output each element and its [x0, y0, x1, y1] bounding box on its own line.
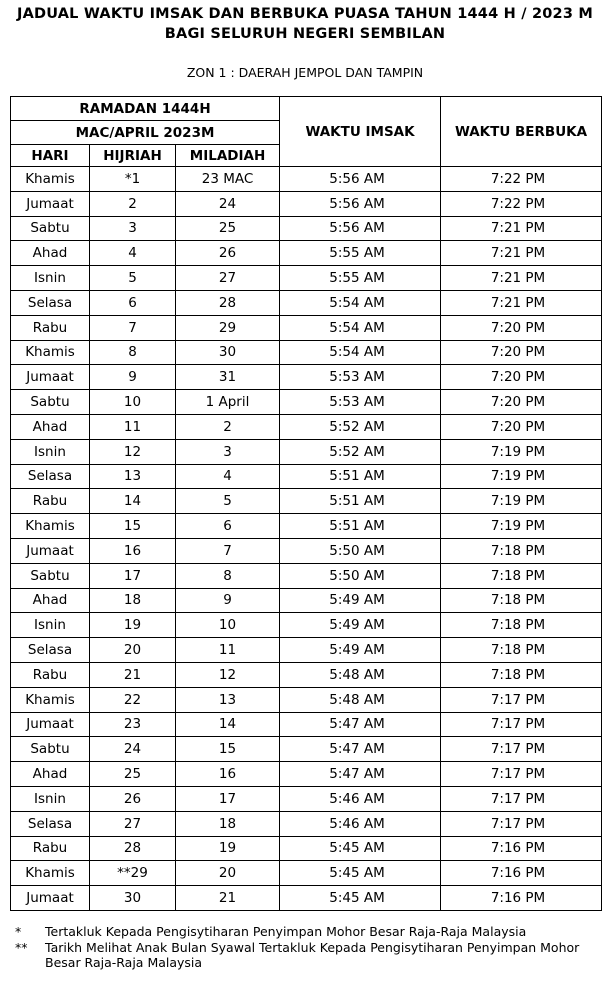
cell-hari: Sabtu — [11, 737, 90, 762]
cell-hari: Jumaat — [11, 886, 90, 911]
zone-label: ZON 1 : DAERAH JEMPOL DAN TAMPIN — [186, 65, 424, 80]
footnote-text: Tertakluk Kepada Pengisytiharan Penyimpan Mohor Besar Raja-Raja Malaysia — [45, 924, 527, 939]
table-row — [11, 464, 602, 489]
cell-waktu-berbuka: 7:18 PM — [441, 662, 602, 687]
footnote — [15, 940, 600, 971]
cell-miladiah: 4 — [176, 464, 280, 489]
cell-waktu-berbuka: 7:19 PM — [441, 489, 602, 514]
cell-waktu-imsak: 5:56 AM — [280, 191, 441, 216]
table-row — [11, 489, 602, 514]
cell-waktu-berbuka: 7:20 PM — [441, 340, 602, 365]
cell-waktu-imsak: 5:53 AM — [280, 365, 441, 390]
cell-miladiah: 6 — [176, 514, 280, 539]
cell-waktu-berbuka: 7:17 PM — [441, 786, 602, 811]
cell-waktu-berbuka: 7:20 PM — [441, 365, 602, 390]
cell-waktu-imsak: 5:56 AM — [280, 167, 441, 192]
cell-miladiah: 26 — [176, 241, 280, 266]
cell-hari: Ahad — [11, 588, 90, 613]
cell-waktu-berbuka: 7:21 PM — [441, 290, 602, 315]
header-waktu-berbuka: WAKTU BERBUKA — [441, 97, 602, 167]
footnote — [15, 924, 600, 940]
cell-hijriah: 15 — [90, 514, 176, 539]
table-row — [11, 167, 602, 192]
cell-hari: Jumaat — [11, 191, 90, 216]
footnote-mark: ** — [15, 939, 28, 955]
cell-waktu-imsak: 5:47 AM — [280, 737, 441, 762]
table-body — [11, 167, 602, 911]
cell-hari: Rabu — [11, 489, 90, 514]
table-row — [11, 662, 602, 687]
cell-waktu-imsak: 5:48 AM — [280, 662, 441, 687]
cell-hari: Isnin — [11, 266, 90, 291]
cell-miladiah: 20 — [176, 861, 280, 886]
table-row — [11, 340, 602, 365]
cell-miladiah: 25 — [176, 216, 280, 241]
table-row — [11, 886, 602, 911]
cell-hari: Sabtu — [11, 216, 90, 241]
cell-waktu-imsak: 5:51 AM — [280, 464, 441, 489]
page-subtitle: BAGI SELURUH NEGERI SEMBILAN — [164, 26, 446, 42]
cell-waktu-berbuka: 7:17 PM — [441, 737, 602, 762]
cell-hijriah: *1 — [90, 167, 176, 192]
cell-hari: Rabu — [11, 662, 90, 687]
cell-hari: Selasa — [11, 811, 90, 836]
cell-hijriah: 26 — [90, 786, 176, 811]
cell-hari: Rabu — [11, 836, 90, 861]
footnotes — [15, 924, 600, 971]
cell-hari: Jumaat — [11, 365, 90, 390]
table-row — [11, 588, 602, 613]
table-row — [11, 538, 602, 563]
cell-waktu-berbuka: 7:16 PM — [441, 836, 602, 861]
cell-waktu-berbuka: 7:21 PM — [441, 216, 602, 241]
page-title: JADUAL WAKTU IMSAK DAN BERBUKA PUASA TAHUN 1444 H / 2023 M — [16, 6, 593, 22]
cell-hijriah: 13 — [90, 464, 176, 489]
table-row — [11, 390, 602, 415]
cell-miladiah: 24 — [176, 191, 280, 216]
cell-waktu-berbuka: 7:17 PM — [441, 712, 602, 737]
cell-waktu-berbuka: 7:16 PM — [441, 886, 602, 911]
cell-waktu-imsak: 5:52 AM — [280, 414, 441, 439]
table-row — [11, 762, 602, 787]
cell-miladiah: 8 — [176, 563, 280, 588]
cell-hijriah: 14 — [90, 489, 176, 514]
cell-waktu-imsak: 5:49 AM — [280, 588, 441, 613]
table-row — [11, 836, 602, 861]
cell-waktu-berbuka: 7:20 PM — [441, 390, 602, 415]
cell-miladiah: 3 — [176, 439, 280, 464]
cell-miladiah: 27 — [176, 266, 280, 291]
cell-waktu-berbuka: 7:21 PM — [441, 241, 602, 266]
cell-waktu-imsak: 5:53 AM — [280, 390, 441, 415]
cell-hari: Rabu — [11, 315, 90, 340]
header-hijriah: HIJRIAH — [90, 145, 176, 167]
cell-waktu-berbuka: 7:18 PM — [441, 588, 602, 613]
cell-waktu-berbuka: 7:18 PM — [441, 613, 602, 638]
table-row — [11, 861, 602, 886]
cell-waktu-imsak: 5:46 AM — [280, 811, 441, 836]
table-row — [11, 290, 602, 315]
cell-hari: Jumaat — [11, 538, 90, 563]
cell-waktu-imsak: 5:52 AM — [280, 439, 441, 464]
cell-waktu-berbuka: 7:17 PM — [441, 687, 602, 712]
cell-hari: Sabtu — [11, 390, 90, 415]
table-row — [11, 365, 602, 390]
table-row — [11, 315, 602, 340]
table-row — [11, 216, 602, 241]
cell-waktu-berbuka: 7:19 PM — [441, 514, 602, 539]
cell-hari: Khamis — [11, 687, 90, 712]
cell-miladiah: 2 — [176, 414, 280, 439]
cell-waktu-berbuka: 7:20 PM — [441, 315, 602, 340]
cell-hijriah: 12 — [90, 439, 176, 464]
cell-hijriah: 9 — [90, 365, 176, 390]
cell-waktu-berbuka: 7:21 PM — [441, 266, 602, 291]
cell-miladiah: 13 — [176, 687, 280, 712]
cell-hari: Selasa — [11, 464, 90, 489]
table-row — [11, 414, 602, 439]
cell-waktu-imsak: 5:51 AM — [280, 489, 441, 514]
cell-hijriah: 22 — [90, 687, 176, 712]
cell-miladiah: 9 — [176, 588, 280, 613]
cell-hijriah: 3 — [90, 216, 176, 241]
cell-miladiah: 5 — [176, 489, 280, 514]
cell-hari: Selasa — [11, 290, 90, 315]
header-waktu-imsak: WAKTU IMSAK — [280, 97, 441, 167]
cell-hijriah: 11 — [90, 414, 176, 439]
cell-waktu-imsak: 5:54 AM — [280, 315, 441, 340]
cell-waktu-imsak: 5:47 AM — [280, 712, 441, 737]
cell-waktu-imsak: 5:49 AM — [280, 613, 441, 638]
header-ramadan: RAMADAN 1444H — [11, 97, 280, 121]
table-row — [11, 439, 602, 464]
cell-hijriah: 6 — [90, 290, 176, 315]
cell-waktu-imsak: 5:51 AM — [280, 514, 441, 539]
table-row — [11, 514, 602, 539]
header-months: MAC/APRIL 2023M — [11, 121, 280, 145]
table-row — [11, 613, 602, 638]
table-row — [11, 687, 602, 712]
cell-hijriah: 23 — [90, 712, 176, 737]
cell-waktu-berbuka: 7:20 PM — [441, 414, 602, 439]
cell-hari: Ahad — [11, 241, 90, 266]
cell-hari: Khamis — [11, 514, 90, 539]
cell-waktu-berbuka: 7:16 PM — [441, 861, 602, 886]
cell-miladiah: 11 — [176, 638, 280, 663]
cell-miladiah: 7 — [176, 538, 280, 563]
cell-hari: Sabtu — [11, 563, 90, 588]
cell-hijriah: 8 — [90, 340, 176, 365]
cell-miladiah: 29 — [176, 315, 280, 340]
cell-waktu-imsak: 5:45 AM — [280, 836, 441, 861]
table-row — [11, 786, 602, 811]
cell-waktu-berbuka: 7:18 PM — [441, 563, 602, 588]
cell-hijriah: 20 — [90, 638, 176, 663]
table-row — [11, 737, 602, 762]
cell-waktu-imsak: 5:50 AM — [280, 538, 441, 563]
cell-miladiah: 28 — [176, 290, 280, 315]
cell-hijriah: 21 — [90, 662, 176, 687]
table-row — [11, 191, 602, 216]
cell-waktu-imsak: 5:47 AM — [280, 762, 441, 787]
cell-waktu-imsak: 5:55 AM — [280, 241, 441, 266]
cell-hijriah: 16 — [90, 538, 176, 563]
footnote-text: Tarikh Melihat Anak Bulan Syawal Tertakluk Kepada Pengisytiharan Penyimpan Mohor Besar Raja-Raja Malaysia — [45, 939, 580, 970]
cell-miladiah: 23 MAC — [176, 167, 280, 192]
cell-hijriah: 5 — [90, 266, 176, 291]
cell-hijriah: **29 — [90, 861, 176, 886]
cell-hari: Khamis — [11, 340, 90, 365]
schedule-table — [10, 96, 602, 911]
cell-waktu-imsak: 5:54 AM — [280, 340, 441, 365]
cell-waktu-berbuka: 7:22 PM — [441, 191, 602, 216]
cell-hijriah: 17 — [90, 563, 176, 588]
cell-waktu-imsak: 5:49 AM — [280, 638, 441, 663]
cell-miladiah: 17 — [176, 786, 280, 811]
cell-hijriah: 18 — [90, 588, 176, 613]
cell-hijriah: 28 — [90, 836, 176, 861]
cell-miladiah: 19 — [176, 836, 280, 861]
cell-miladiah: 12 — [176, 662, 280, 687]
cell-miladiah: 1 April — [176, 390, 280, 415]
cell-miladiah: 10 — [176, 613, 280, 638]
cell-waktu-imsak: 5:56 AM — [280, 216, 441, 241]
cell-hijriah: 25 — [90, 762, 176, 787]
cell-hari: Ahad — [11, 414, 90, 439]
cell-waktu-berbuka: 7:19 PM — [441, 439, 602, 464]
cell-waktu-berbuka: 7:22 PM — [441, 167, 602, 192]
table-row — [11, 241, 602, 266]
cell-hari: Isnin — [11, 439, 90, 464]
cell-hijriah: 7 — [90, 315, 176, 340]
cell-hijriah: 10 — [90, 390, 176, 415]
cell-hijriah: 30 — [90, 886, 176, 911]
cell-waktu-imsak: 5:48 AM — [280, 687, 441, 712]
table-row — [11, 563, 602, 588]
table-row — [11, 811, 602, 836]
cell-waktu-berbuka: 7:17 PM — [441, 811, 602, 836]
cell-hari: Isnin — [11, 786, 90, 811]
cell-waktu-imsak: 5:55 AM — [280, 266, 441, 291]
cell-miladiah: 30 — [176, 340, 280, 365]
cell-waktu-berbuka: 7:18 PM — [441, 538, 602, 563]
table-row — [11, 638, 602, 663]
cell-waktu-imsak: 5:45 AM — [280, 861, 441, 886]
cell-hari: Khamis — [11, 861, 90, 886]
header-hari: HARI — [11, 145, 90, 167]
cell-hijriah: 24 — [90, 737, 176, 762]
cell-waktu-berbuka: 7:18 PM — [441, 638, 602, 663]
cell-waktu-imsak: 5:50 AM — [280, 563, 441, 588]
cell-miladiah: 18 — [176, 811, 280, 836]
cell-miladiah: 15 — [176, 737, 280, 762]
cell-hijriah: 27 — [90, 811, 176, 836]
cell-waktu-imsak: 5:45 AM — [280, 886, 441, 911]
footnote-mark: * — [15, 924, 22, 939]
cell-hari: Ahad — [11, 762, 90, 787]
cell-hari: Isnin — [11, 613, 90, 638]
cell-hijriah: 2 — [90, 191, 176, 216]
cell-miladiah: 14 — [176, 712, 280, 737]
cell-waktu-imsak: 5:46 AM — [280, 786, 441, 811]
cell-hari: Jumaat — [11, 712, 90, 737]
cell-hari: Khamis — [11, 167, 90, 192]
cell-hijriah: 19 — [90, 613, 176, 638]
cell-miladiah: 31 — [176, 365, 280, 390]
cell-miladiah: 16 — [176, 762, 280, 787]
table-row — [11, 266, 602, 291]
cell-hari: Selasa — [11, 638, 90, 663]
cell-waktu-berbuka: 7:19 PM — [441, 464, 602, 489]
table-row — [11, 712, 602, 737]
cell-waktu-berbuka: 7:17 PM — [441, 762, 602, 787]
header-miladiah: MILADIAH — [176, 145, 280, 167]
cell-miladiah: 21 — [176, 886, 280, 911]
cell-hijriah: 4 — [90, 241, 176, 266]
cell-waktu-imsak: 5:54 AM — [280, 290, 441, 315]
